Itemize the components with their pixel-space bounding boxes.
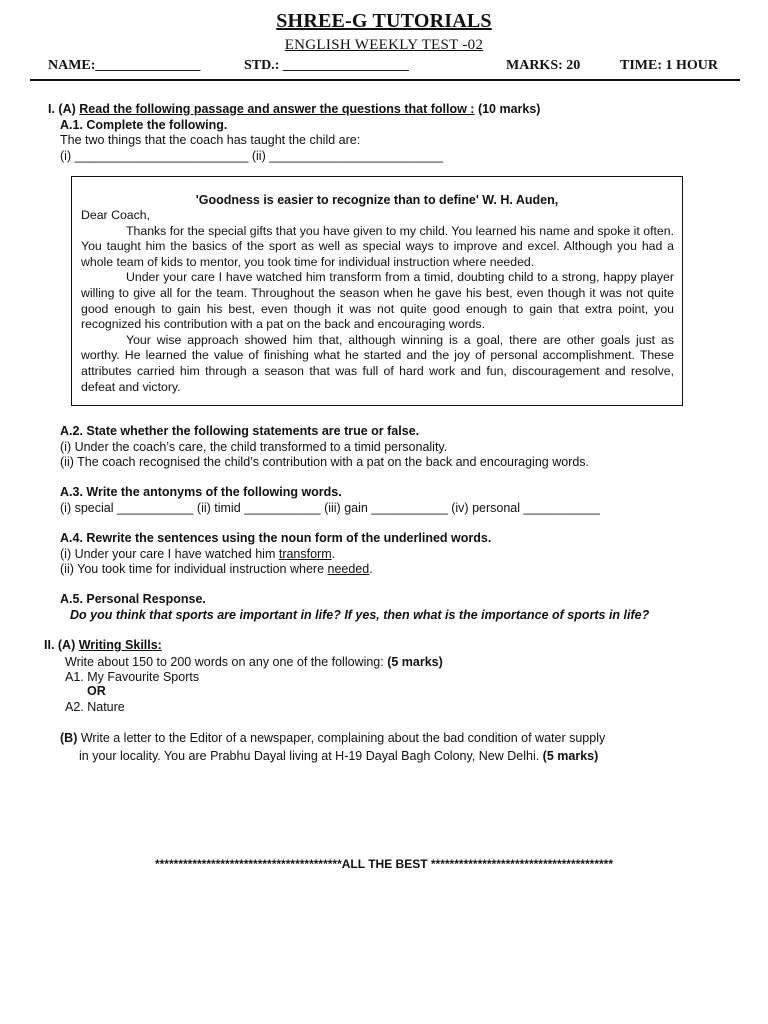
passage-quote: 'Goodness is easier to recognize than to define' W. H. Auden, <box>195 193 559 207</box>
a4-item-1 <box>60 547 335 562</box>
section-2-title: Writing Skills: <box>78 638 162 652</box>
section-1-heading <box>48 102 540 117</box>
footer-all-the-best: ****************************************ALL THE BEST *************************************** <box>154 857 614 871</box>
passage-paragraph: Your wise approach showed him that, although winning is a goal, there are other goals just as worthy. He learned the value of finishing what he started and the joy of personal accomplishment. These attributes carried him through a season that was full of hard work and fun, discouragement and resolve, defeat and victory. <box>81 332 674 394</box>
passage-text <box>81 208 674 395</box>
section-2-heading <box>44 638 162 653</box>
a3-antonym-blanks: (i) special ___________ (ii) timid ___________ (iii) gain ___________ (iv) personal ___________ <box>60 501 600 515</box>
header-divider <box>30 79 740 81</box>
section-2-number: II. (A) <box>44 638 76 652</box>
name-field-label: NAME:_______________ <box>48 58 201 73</box>
section-1-marks: (10 marks) <box>477 102 541 116</box>
a1-prompt: The two things that the coach has taught the child are: <box>60 133 361 147</box>
writing-option-2: A2. Nature <box>65 700 125 714</box>
a5-question: Do you think that sports are important in life? If yes, then what is the importance of sports in life? <box>70 608 650 622</box>
a5-title: A.5. Personal Response. <box>60 592 206 606</box>
letter-task-text-1: Write a letter to the Editor of a newspaper, complaining about the bad condition of water supply <box>77 731 606 745</box>
time-label: TIME: 1 HOUR <box>620 58 718 73</box>
underlined-word-transform: transform <box>278 547 332 561</box>
underlined-word-needed: needed <box>327 562 370 576</box>
section-1-number: I. (A) <box>48 102 76 116</box>
passage-salutation: Dear Coach, <box>81 208 151 222</box>
a1-blanks: (i) _________________________ (ii) _________________________ <box>60 149 443 163</box>
a4-item-1-period: . <box>331 547 336 561</box>
letter-task-label: (B) <box>60 731 78 745</box>
a4-title: A.4. Rewrite the sentences using the noun form of the underlined words. <box>60 531 492 545</box>
marks-label: MARKS: 20 <box>506 58 581 73</box>
a1-title: A.1. Complete the following. <box>60 118 228 132</box>
test-title: ENGLISH WEEKLY TEST -02 <box>284 37 484 53</box>
institute-title: SHREE-G TUTORIALS <box>276 10 492 32</box>
writing-option-1: A1. My Favourite Sports <box>65 670 200 684</box>
letter-task-line-2 <box>79 749 598 764</box>
letter-task-line-1 <box>60 731 605 746</box>
a4-item-2 <box>60 562 373 577</box>
a4-item-2-text: (ii) You took time for individual instruction where <box>60 562 328 576</box>
passage-paragraph: Thanks for the special gifts that you have given to my child. You learned his name and spoke it often. You taught him the basics of the sport as well as special ways to improve and excel. Although you had a whole team of kids to mentor, you took time for individual instruction where needed. <box>81 223 674 269</box>
section-2-instruction-text: Write about 150 to 200 words on any one of the following: <box>65 655 388 669</box>
std-field-label: STD.: __________________ <box>244 58 409 73</box>
a2-item: (ii) The coach recognised the child’s contribution with a pat on the back and encouraging words. <box>60 455 590 469</box>
student-info-row <box>0 58 768 80</box>
passage-box <box>71 176 683 406</box>
writing-or-label: OR <box>87 684 106 698</box>
letter-task-text-2: in your locality. You are Prabhu Dayal living at H-19 Dayal Bagh Colony, New Delhi. <box>79 749 543 763</box>
a2-title: A.2. State whether the following statements are true or false. <box>60 424 420 438</box>
section-2-instruction-marks: (5 marks) <box>387 655 443 669</box>
a3-title: A.3. Write the antonyms of the following words. <box>60 485 342 499</box>
a4-item-1-text: (i) Under your care I have watched him <box>60 547 279 561</box>
section-1-title: Read the following passage and answer the questions that follow : <box>79 102 475 116</box>
section-2-instruction <box>65 655 443 670</box>
a4-item-2-period: . <box>369 562 373 576</box>
a2-item: (i) Under the coach’s care, the child transformed to a timid personality. <box>60 440 448 454</box>
passage-paragraph: Under your care I have watched him transform from a timid, doubting child to a strong, happy player willing to give all for the team. Throughout the season when he gave his best, even though it was not quite good enough to gain his best, even though it was not quite good enough to gain that extra point, you recognized his contribution with a pat on the back and encouraging words. <box>81 270 674 332</box>
letter-task-marks: (5 marks) <box>542 749 599 763</box>
